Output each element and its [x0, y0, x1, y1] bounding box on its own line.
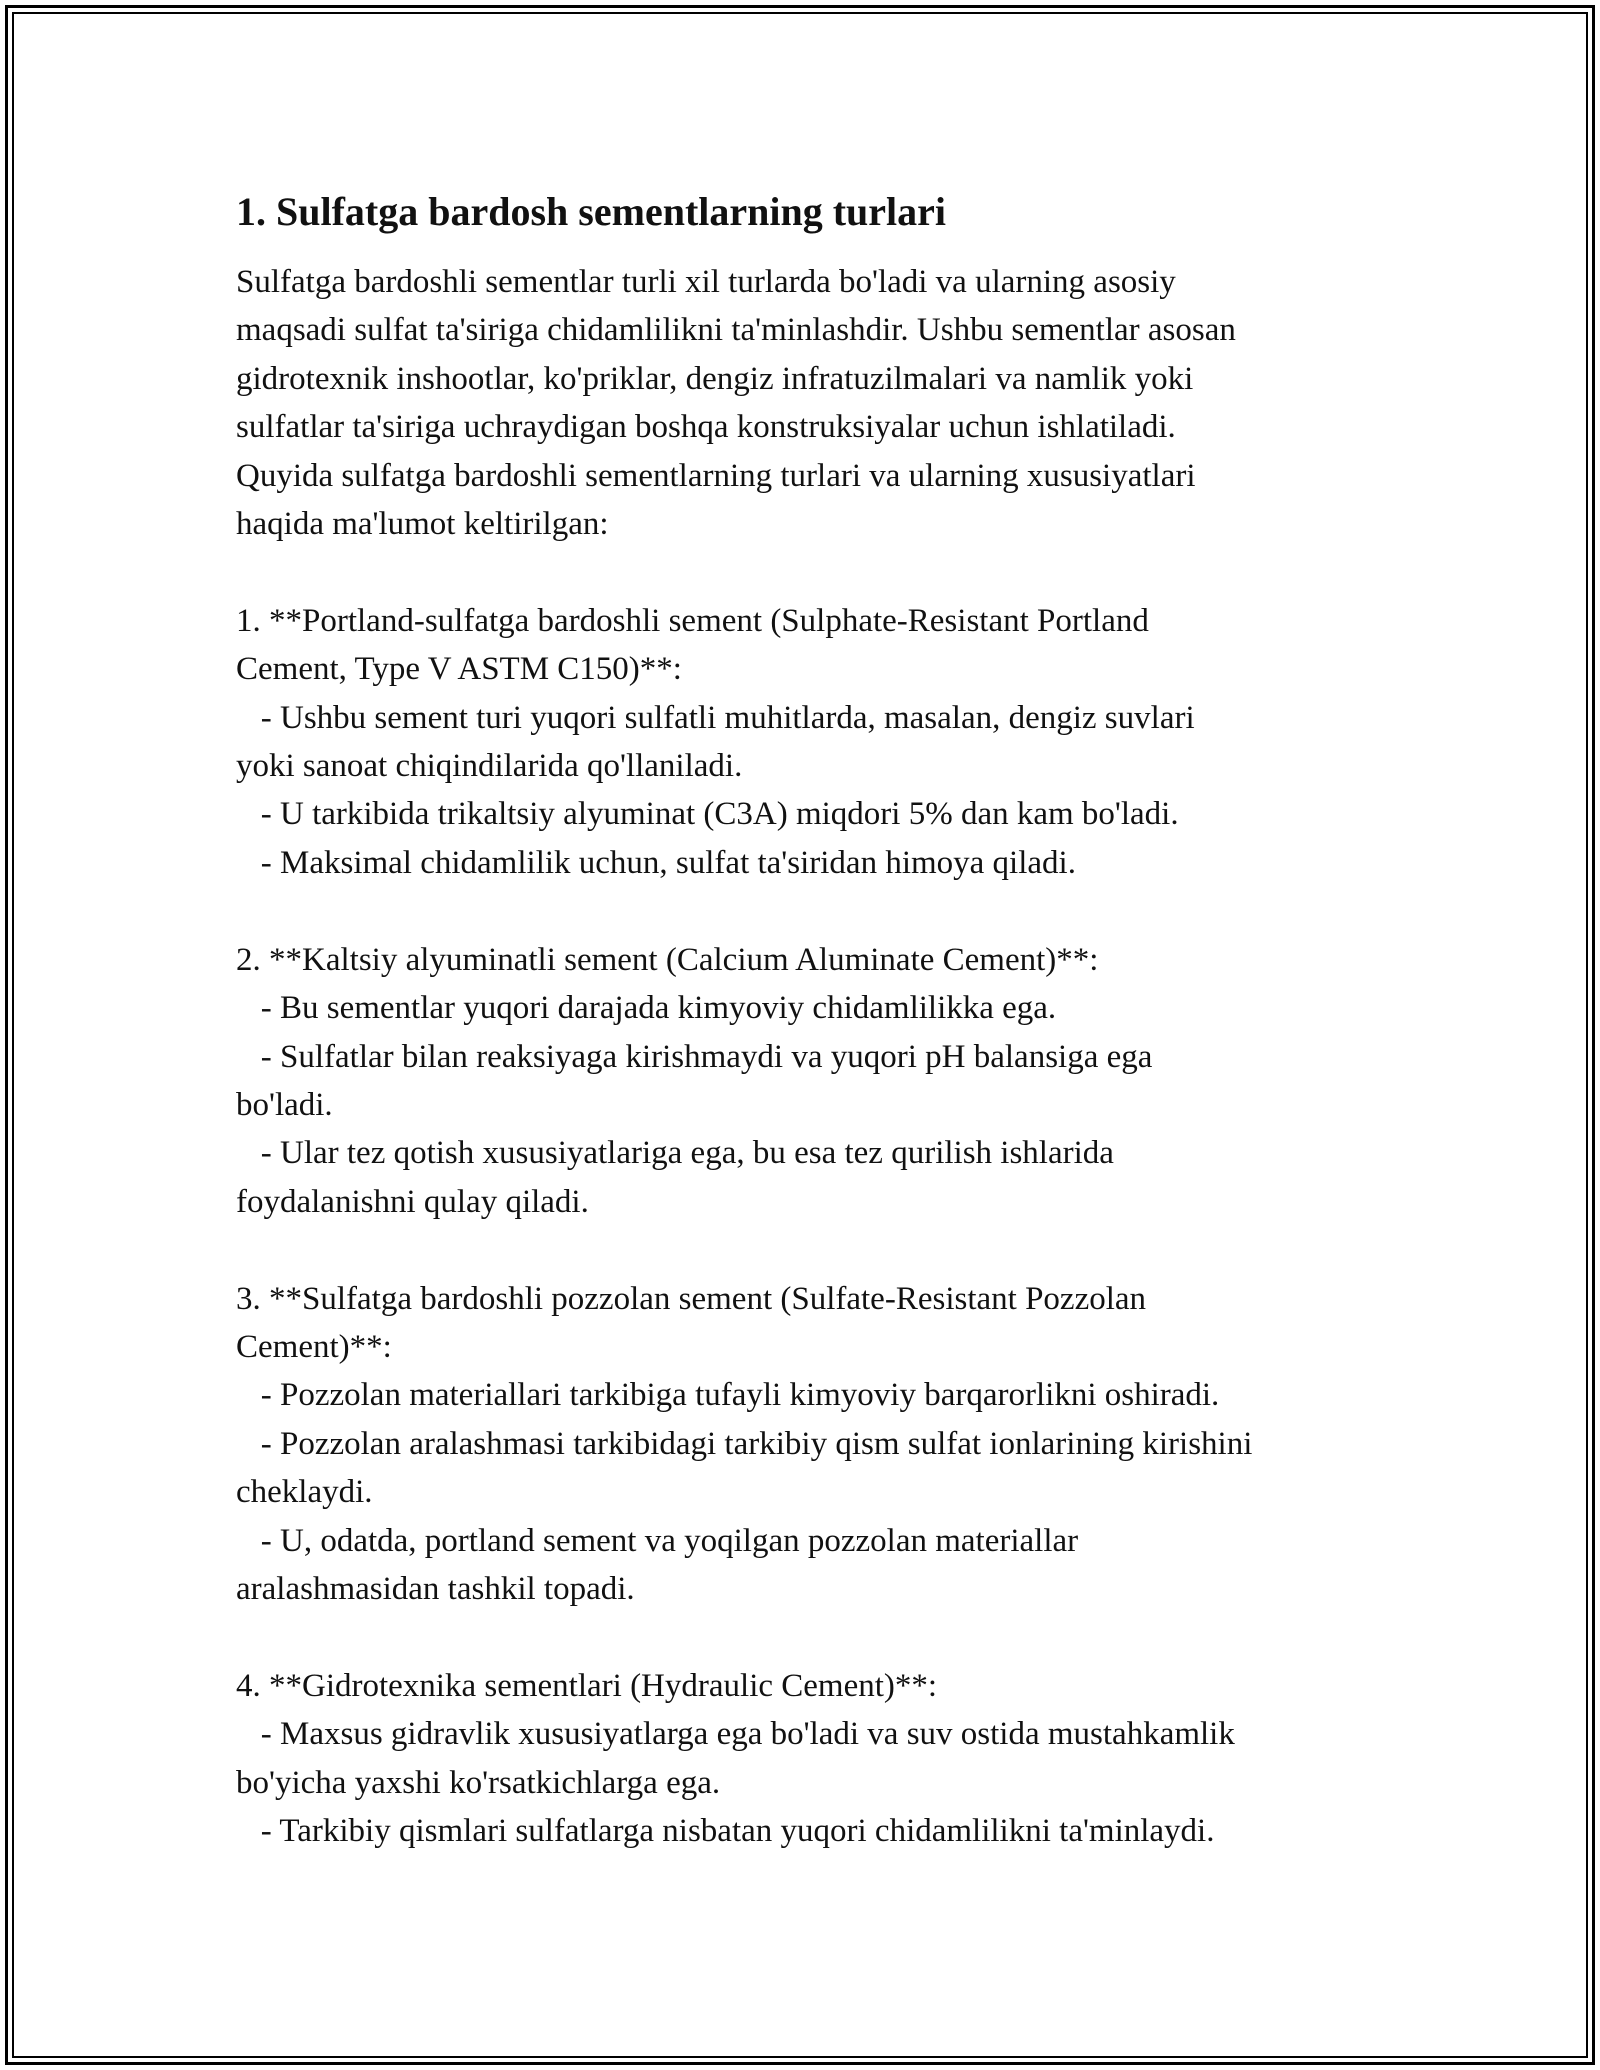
document-title: 1. Sulfatga bardosh sementlarning turlari — [236, 189, 947, 234]
document-body — [236, 186, 1386, 1855]
document-text: Sulfatga bardoshli sementlar turli xil turlarda bo'ladi va ularning asosiy maqsadi sulfat ta'siriga chidamlilikni ta'minlashdir. Ushbu sementlar asosan gidrotexnik inshootlar, ko'priklar, dengiz infratuzilmalari va namlik yoki sulfatlar ta'siriga uchraydigan boshqa konstruksiyalar uchun ishlatiladi. Quyida sulfatga bardoshli sementlarning turlari va ularning xususiyatlari haqida ma'lumot keltirilgan: 1. **Portland-sulfatga bardoshli sement (Sulphate-Resistant Portland Cement, Type V ASTM C150)**: - Ushbu sement turi yuqori sulfatli muhitlarda, masalan, dengiz suvlari yoki sanoat chiqindilarida qo'llaniladi. - U tarkibida trikaltsiy alyuminat (C3A) miqdori 5% dan kam bo'ladi. - Maksimal chidamlilik uchun, sulfat ta'siridan himoya qiladi. 2. **Kaltsiy alyuminatli sement (Calcium Aluminate Cement)**: - Bu sementlar yuqori darajada kimyoviy chidamlilikka ega. - Sulfatlar bilan reaksiyaga kirishmaydi va yuqori pH balansiga ega bo'ladi. - Ular tez qotish xususiyatlariga ega, bu esa tez qurilish ishlarida foydalanishni qulay qiladi. 3. **Sulfatga bardoshli pozzolan sement (Sulfate-Resistant Pozzolan Cement)**: - Pozzolan materiallari tarkibiga tufayli kimyoviy barqarorlikni oshiradi. - Pozzolan aralashmasi tarkibidagi tarkibiy qism sulfat ionlarining kirishini cheklaydi. - U, odatda, portland sement va yoqilgan pozzolan materiallar aralashmasidan tashkil topadi. 4. **Gidrotexnika sementlari (Hydraulic Cement)**: - Maxsus gidravlik xususiyatlarga ega bo'ladi va suv ostida mustahkamlik bo'yicha yaxshi ko'rsatkichlarga ega. - Tarkibiy qismlari sulfatlarga nisbatan yuqori chidamlilikni ta'minlaydi. — [236, 264, 1253, 1849]
